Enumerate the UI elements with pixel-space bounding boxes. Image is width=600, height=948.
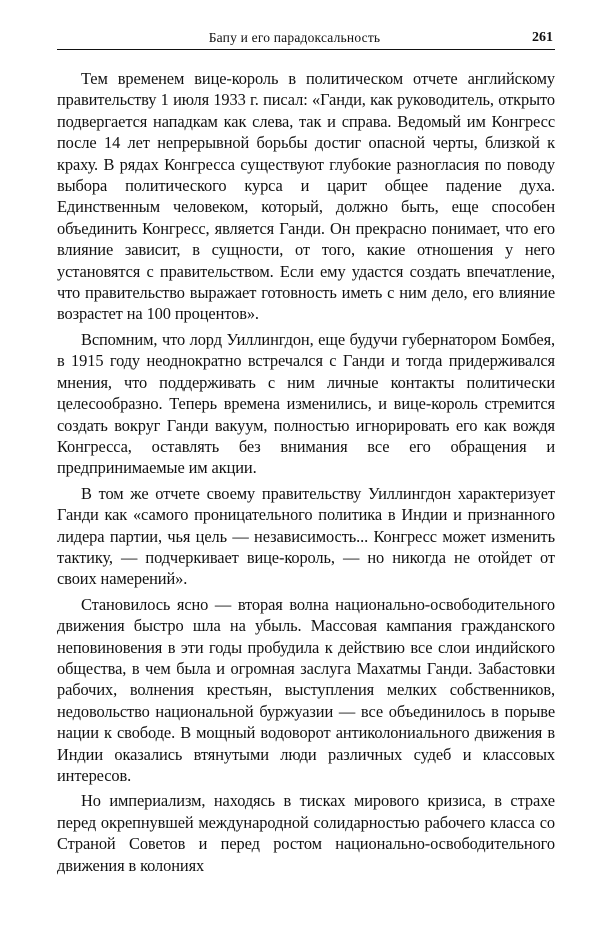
paragraph-1: Тем временем вице-король в политическом отчете английскому правительству 1 июля 1933 г. писал: «Ганди, как руководитель, открыто подвергается нападкам как слева, так и справа. Ведомый им Конгресс после 14 лет непрерывной борьбы достиг опасной черты, близкой к краху. В рядах Конгресса существуют глубокие разногласия по поводу выбора политического курса и царит общее падение духа. Единственным человеком, который, должно быть, еще способен объединить Конгресс, является Ганди. Он прекрасно понимает, что его влияние зависит, в сущности, от того, какие отношения у него установятся с правительством. Если ему удастся создать впечатление, что правительство выражает готовность иметь с ним дело, его влияние возрастет на 100 процентов».	[57, 69, 555, 324]
running-title: Бапу и его парадоксальность	[208, 30, 381, 45]
running-header	[57, 28, 555, 50]
page-body	[57, 68, 555, 876]
paragraph-2: Вспомним, что лорд Уиллингдон, еще будучи губернатором Бомбея, в 1915 году неоднократно встречался с Ганди и тогда придерживался мнения, что поддерживать с ним личные контакты политически целесообразно. Теперь времена изменились, и вице-король стремится создать вокруг Ганди вакуум, полностью игнорировать его как вождя Конгресса, оставлять без внимания все его обращения и предпринимаемые им акции.	[57, 329, 555, 478]
book-page	[57, 28, 555, 880]
paragraph-3: В том же отчете своему правительству Уиллингдон характеризует Ганди как «самого проницательного политика в Индии и признанного лидера партии, чья цель — независимость... Конгресс может изменить тактику, — подчеркивает вице-король, — но никогда не отойдет от своих намерений».	[57, 483, 555, 589]
paragraph-4: Становилось ясно — вторая волна национально-освободительного движения быстро шла на убыль. Массовая кампания гражданского неповиновения в эти годы пробудила к действию все слои индийского общества, в чем была и огромная заслуга Махатмы Ганди. Забастовки рабочих, волнения крестьян, выступления мелких собственников, недовольство национальной буржуазии — все объединилось в порыве нации к свободе. В мощный водоворот антиколониального движения в Индии оказались втянутыми люди различных судеб и классовых интересов.	[57, 594, 555, 785]
page-number: 261	[532, 30, 553, 45]
paragraph-5: Но империализм, находясь в тисках мирового кризиса, в страхе перед окрепнувшей международной солидарностью рабочего класса со Страной Советов и перед ростом национально-освободительного движения в колониях	[57, 791, 555, 875]
